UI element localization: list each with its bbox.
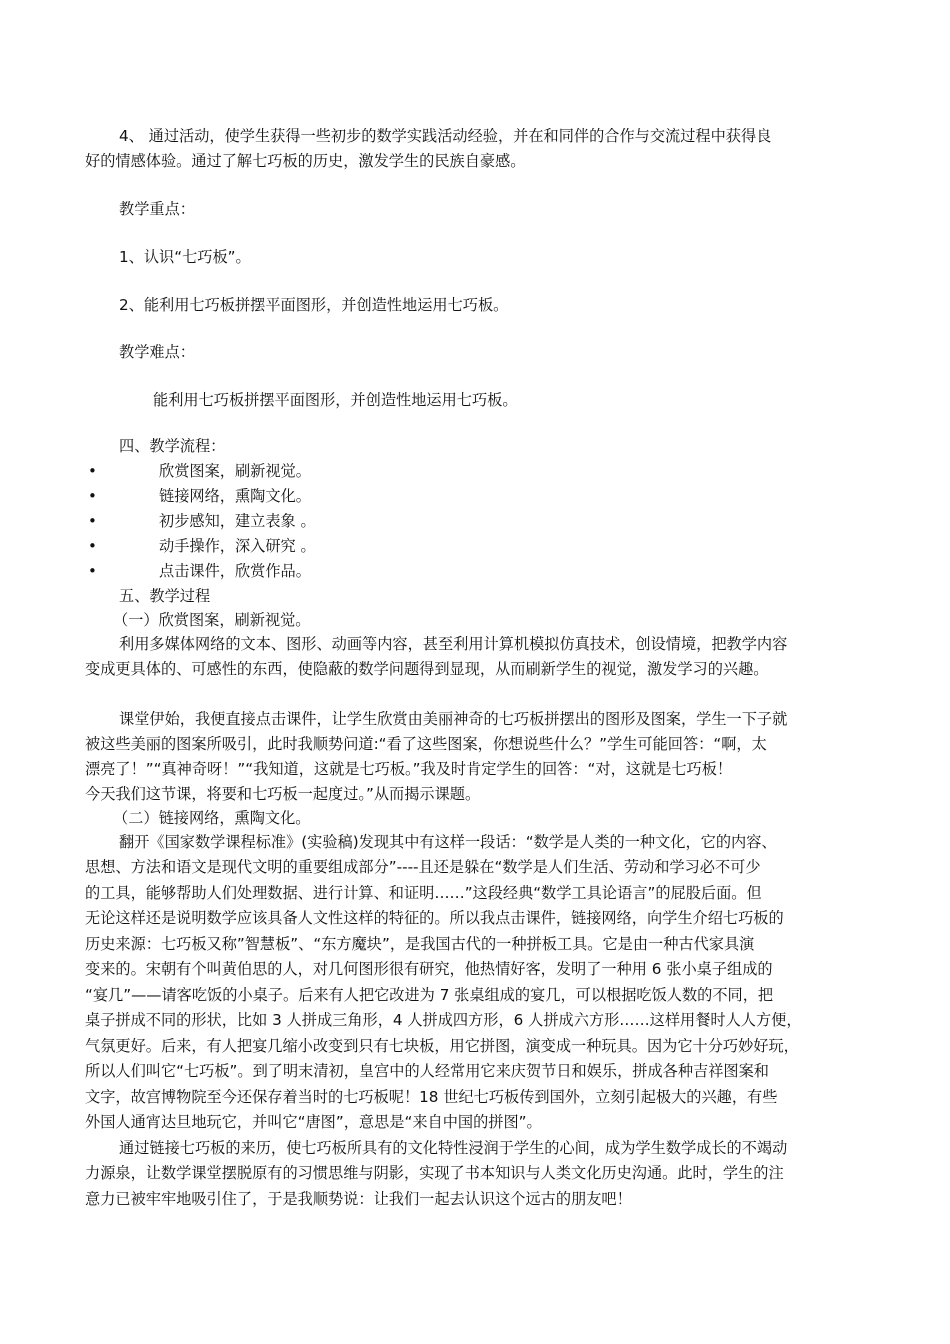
section-1-para-2-line: 课堂伊始，我便直接点击课件，让学生欣赏由美丽神奇的七巧板拼摆出的图形及图案，学生一下子就 (119, 710, 788, 728)
section-2-para-2-line: 力源泉，让数学课堂摆脱原有的习惯思维与阴影，实现了书本知识与人类文化历史沟通。此时，学生的注 (85, 1164, 784, 1182)
difficulty-title: 教学难点： (119, 343, 195, 361)
process-title: 五、教学过程 (119, 587, 211, 605)
bullet-icon: • (88, 537, 97, 555)
objective-4-line-1: 4、 通过活动，使学生获得一些初步的数学实践活动经验，并在和同伴的合作与交流过程中获得良 (119, 127, 772, 145)
flow-item: 初步感知，建立表象 。 (159, 512, 316, 530)
section-1-title: （一）欣赏图案，刷新视觉。 (113, 611, 311, 629)
section-2-title: （二）链接网络，熏陶文化。 (113, 809, 311, 827)
bullet-icon: • (88, 562, 97, 580)
section-2-para-2-line: 意力已被牢牢地吸引住了，于是我顺势说：让我们一起去认识这个远古的朋友吧！ (85, 1190, 632, 1208)
flow-item: 链接网络，熏陶文化。 (159, 487, 311, 505)
section-2-para-1-line: “宴几”——请客吃饭的小桌子。后来有人把它改进为 7 张桌组成的宴几，可以根据吃饭人数的不同，把 (85, 986, 774, 1004)
flow-item: 欣赏图案，刷新视觉。 (159, 462, 311, 480)
section-2-para-1-line: 翻开《国家数学课程标准》(实验稿)发现其中有这样一段话：“数学是人类的一种文化，它的内容、 (119, 833, 777, 851)
key-points-title: 教学重点： (119, 200, 195, 218)
flow-item: 点击课件，欣赏作品。 (159, 562, 311, 580)
bullet-icon: • (88, 462, 97, 480)
section-1-para-2-line: 今天我们这节课，将要和七巧板一起度过。”从而揭示课题。 (85, 785, 481, 803)
section-2-para-1-line: 历史来源：七巧板又称”智慧板”、“东方魔块”，是我国古代的一种拼板工具。它是由一种古代家具演 (85, 935, 755, 953)
section-2-para-1-line: 变来的。宋朝有个叫黄伯思的人，对几何图形很有研究，他热情好客，发明了一种用 6 张小桌子组成的 (85, 960, 773, 978)
section-2-para-1-line: 思想、方法和语文是现代文明的重要组成部分”----且还是躲在“数学是人们生活、劳动和学习必不可少 (85, 858, 761, 876)
objective-4-line-2: 好的情感体验。通过了解七巧板的历史，激发学生的民族自豪感。 (85, 152, 526, 170)
section-1-para-1-line: 利用多媒体网络的文本、图形、动画等内容，甚至利用计算机模拟仿真技术，创设情境，把教学内容 (119, 635, 788, 653)
section-2-para-1-line: 文字，故宫博物院至今还保存着当时的七巧板呢！18 世纪七巧板传到国外，立刻引起极大的兴趣，有些 (85, 1088, 778, 1106)
section-2-para-1-line: 桌子拼成不同的形状，比如 3 人拼成三角形，4 人拼成四方形，6 人拼成六方形……这样用餐时人人方便， (85, 1011, 802, 1029)
section-2-para-1-line: 气氛更好。后来，有人把宴几缩小改变到只有七块板，用它拼图，演变成一种玩具。因为它十分巧妙好玩， (85, 1037, 799, 1055)
section-1-para-2-line: 漂亮了！”“真神奇呀！”“我知道，这就是七巧板。”我及时肯定学生的回答：“对，这就是七巧板！ (85, 760, 733, 778)
section-1-para-1-line: 变成更具体的、可感性的东西，使隐蔽的数学问题得到显现，从而刷新学生的视觉，激发学习的兴趣。 (85, 660, 769, 678)
section-2-para-1-line: 所以人们叫它“七巧板”。到了明末清初，皇宫中的人经常用它来庆贺节日和娱乐，拼成各种吉祥图案和 (85, 1062, 769, 1080)
bullet-icon: • (88, 487, 97, 505)
flow-title: 四、教学流程： (119, 437, 226, 455)
section-2-para-2-line: 通过链接七巧板的来历，使七巧板所具有的文化特性浸润于学生的心间，成为学生数学成长的不竭动 (119, 1139, 788, 1157)
bullet-icon: • (88, 512, 97, 530)
section-2-para-1-line: 外国人通宵达旦地玩它，并叫它“唐图”，意思是“来自中国的拼图”。 (85, 1113, 542, 1131)
section-1-para-2-line: 被这些美丽的图案所吸引，此时我顺势问道:“看了这些图案，你想说些什么？”学生可能回答：“啊，太 (85, 735, 767, 753)
section-2-para-1-line: 无论这样还是说明数学应该具备人文性这样的特征的。所以我点击课件，链接网络，向学生介绍七巧板的 (85, 909, 784, 927)
difficulty-text: 能利用七巧板拼摆平面图形，并创造性地运用七巧板。 (153, 391, 518, 409)
section-2-para-1-line: 的工具，能够帮助人们处理数据、进行计算、和证明……”这段经典“数学工具论语言”的屁股后面。但 (85, 884, 762, 902)
key-point-1: 1、认识“七巧板”。 (119, 248, 251, 266)
flow-item: 动手操作，深入研究 。 (159, 537, 316, 555)
key-point-2: 2、能利用七巧板拼摆平面图形，并创造性地运用七巧板。 (119, 296, 509, 314)
